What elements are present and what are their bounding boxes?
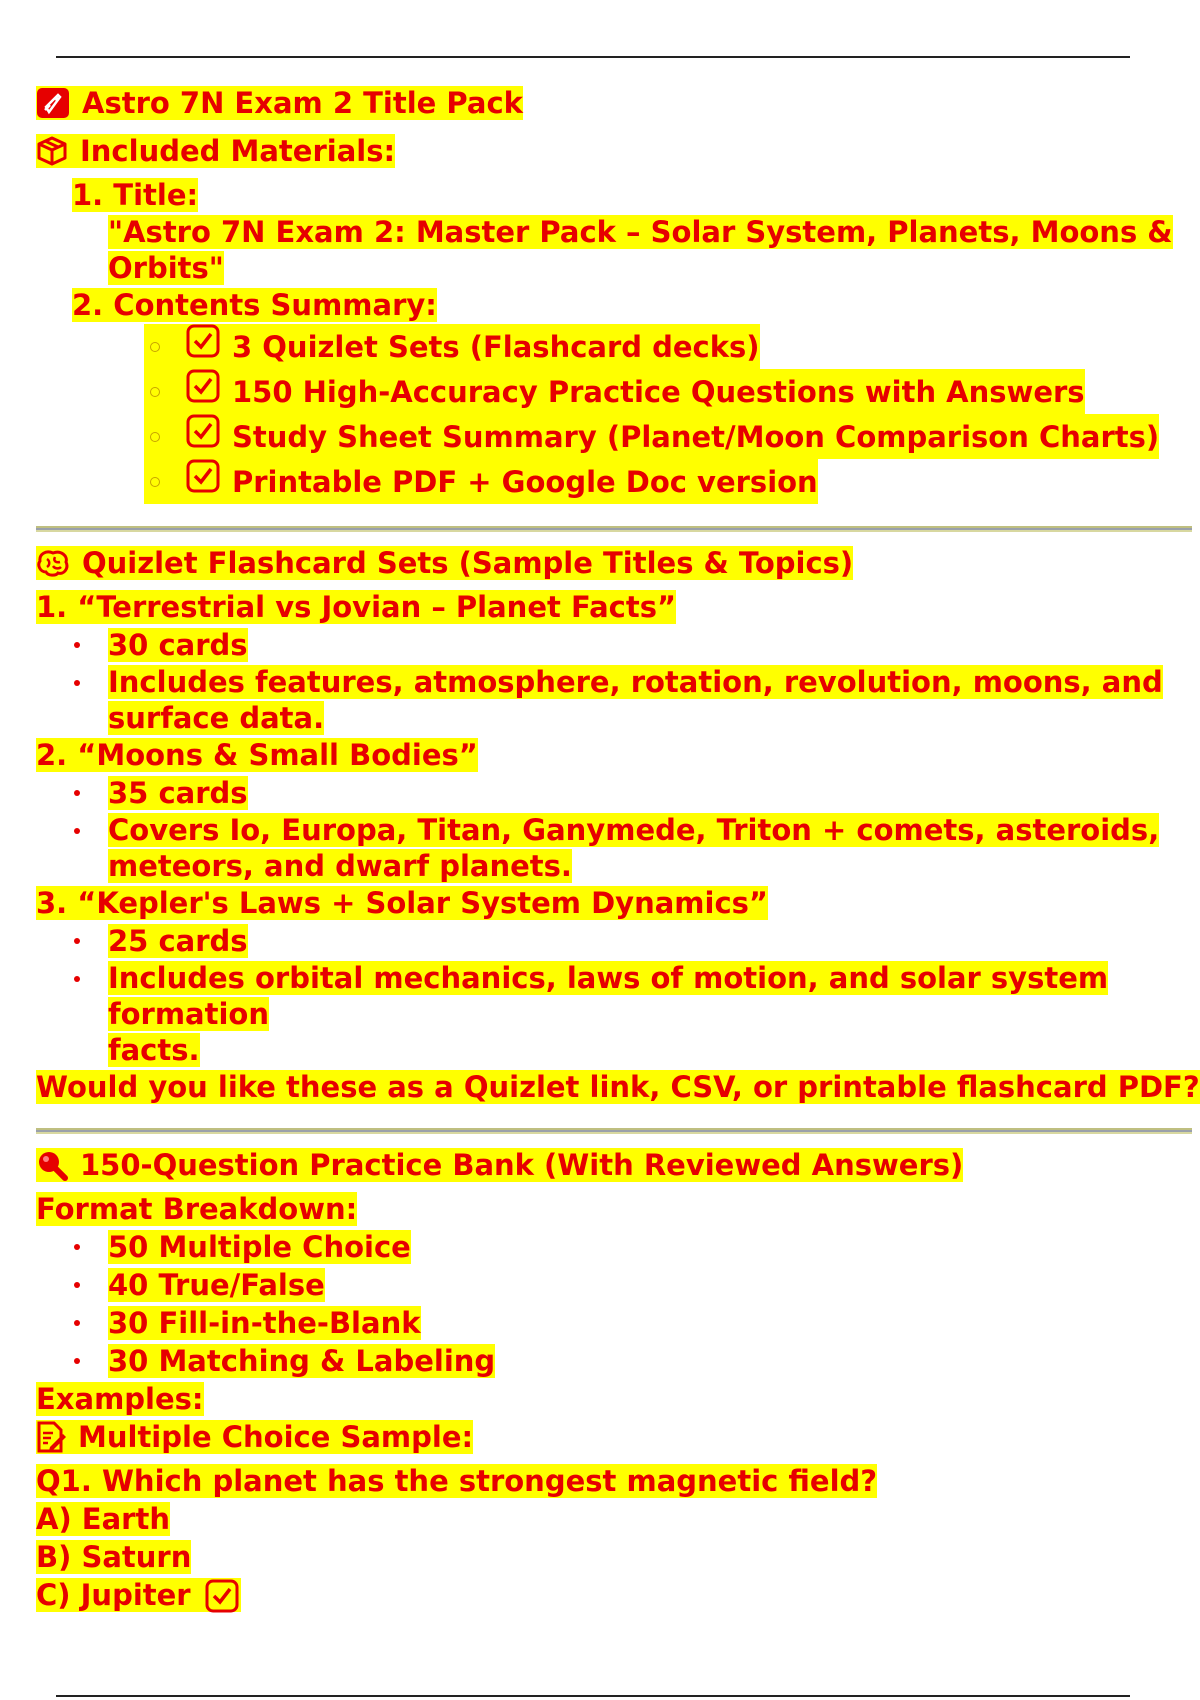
card-count: 35 cards	[108, 776, 248, 810]
list-item	[36, 414, 1192, 459]
magnifier-icon	[36, 1149, 68, 1190]
section-divider	[36, 1128, 1192, 1134]
bottom-rule	[56, 1695, 1130, 1697]
item1-value-line1	[36, 214, 1192, 250]
format-item: 30 Fill-in-the-Blank	[108, 1306, 421, 1340]
memo-icon	[36, 1421, 66, 1462]
check-box-icon	[186, 369, 220, 414]
check-box-icon	[186, 324, 220, 369]
circle-bullet	[150, 477, 160, 487]
answer-option	[36, 1500, 1192, 1538]
bank-heading: 150-Question Practice Bank (With Reviewed Answers)	[80, 1148, 964, 1182]
contents-item: Printable PDF + Google Doc version	[232, 464, 818, 499]
list-item	[36, 664, 1192, 736]
question-text: Q1. Which planet has the strongest magnetic field?	[36, 1464, 878, 1498]
title-line	[36, 84, 1192, 128]
set-description-cont: meteors, and dwarf planets.	[108, 849, 572, 883]
section-divider	[36, 526, 1192, 532]
check-box-icon	[186, 414, 220, 459]
item1-value-1: "Astro 7N Exam 2: Master Pack – Solar System, Planets, Moons &	[108, 215, 1173, 249]
list-item	[36, 960, 1192, 1068]
option-b: B) Saturn	[36, 1540, 192, 1574]
item1-value-line2	[36, 250, 1192, 286]
brain-icon	[36, 549, 70, 588]
flashcards-question: Would you like these as a Quizlet link, CSV, or printable flashcard PDF?	[36, 1070, 1200, 1104]
list-item	[36, 812, 1192, 884]
list-item	[36, 324, 1192, 369]
card-count: 25 cards	[108, 924, 248, 958]
option-a: A) Earth	[36, 1502, 170, 1536]
included-heading-line	[36, 132, 1192, 176]
mc-heading: Multiple Choice Sample:	[78, 1420, 474, 1454]
circle-bullet	[150, 387, 160, 397]
set-description: Covers Io, Europa, Titan, Ganymede, Triton + comets, asteroids,	[108, 813, 1160, 847]
mc-heading-line	[36, 1418, 1192, 1462]
top-rule	[56, 56, 1130, 58]
package-icon	[36, 135, 68, 176]
list-item	[36, 922, 1192, 960]
format-item: 50 Multiple Choice	[108, 1230, 411, 1264]
item1-label: 1. Title:	[72, 178, 199, 212]
flashcards-heading-line	[36, 544, 1192, 588]
answer-option	[36, 1576, 1192, 1622]
question-line	[36, 1462, 1192, 1500]
list-item	[36, 1342, 1192, 1380]
examples-heading-line	[36, 1380, 1192, 1418]
check-box-icon	[186, 459, 220, 504]
page-title: Astro 7N Exam 2 Title Pack	[82, 86, 523, 120]
list-item	[36, 1228, 1192, 1266]
option-c: C) Jupiter	[36, 1578, 191, 1612]
card-count: 30 cards	[108, 628, 248, 662]
flashcards-question-line	[36, 1068, 1200, 1106]
list-item	[36, 369, 1192, 414]
set-title: 3. “Kepler's Laws + Solar System Dynamics”	[36, 886, 768, 920]
rocket-icon	[36, 87, 70, 128]
list-item	[36, 1266, 1192, 1304]
set-title: 1. “Terrestrial vs Jovian – Planet Facts”	[36, 590, 677, 624]
list-item	[36, 459, 1192, 504]
list-item	[36, 1304, 1192, 1342]
item2-label-line	[36, 286, 1192, 324]
set-title: 2. “Moons & Small Bodies”	[36, 738, 478, 772]
examples-heading: Examples:	[36, 1382, 204, 1416]
document-body	[36, 84, 1200, 1622]
format-heading-line	[36, 1190, 1192, 1228]
flashcards-heading: Quizlet Flashcard Sets (Sample Titles & Topics)	[82, 546, 854, 580]
bank-heading-line	[36, 1146, 1192, 1190]
list-item	[36, 626, 1192, 664]
circle-bullet	[150, 342, 160, 352]
set-description: Includes features, atmosphere, rotation, revolution, moons, and	[108, 665, 1163, 699]
list-item	[36, 774, 1192, 812]
format-item: 40 True/False	[108, 1268, 325, 1302]
contents-item: 150 High-Accuracy Practice Questions with Answers	[232, 374, 1085, 409]
set-description-cont: facts.	[108, 1033, 200, 1067]
format-item: 30 Matching & Labeling	[108, 1344, 496, 1378]
item2-label: 2. Contents Summary:	[72, 288, 437, 322]
answer-option	[36, 1538, 1192, 1576]
check-box-icon	[205, 1579, 239, 1622]
included-heading: Included Materials:	[80, 134, 396, 168]
format-heading: Format Breakdown:	[36, 1192, 358, 1226]
set-description-cont: surface data.	[108, 701, 325, 735]
contents-item: 3 Quizlet Sets (Flashcard decks)	[232, 329, 760, 364]
set-description: Includes orbital mechanics, laws of motion, and solar system formation	[108, 961, 1109, 1031]
contents-item: Study Sheet Summary (Planet/Moon Comparison Charts)	[232, 419, 1160, 454]
item1-label-line	[36, 176, 1192, 214]
circle-bullet	[150, 432, 160, 442]
item1-value-2: Orbits"	[108, 251, 224, 285]
